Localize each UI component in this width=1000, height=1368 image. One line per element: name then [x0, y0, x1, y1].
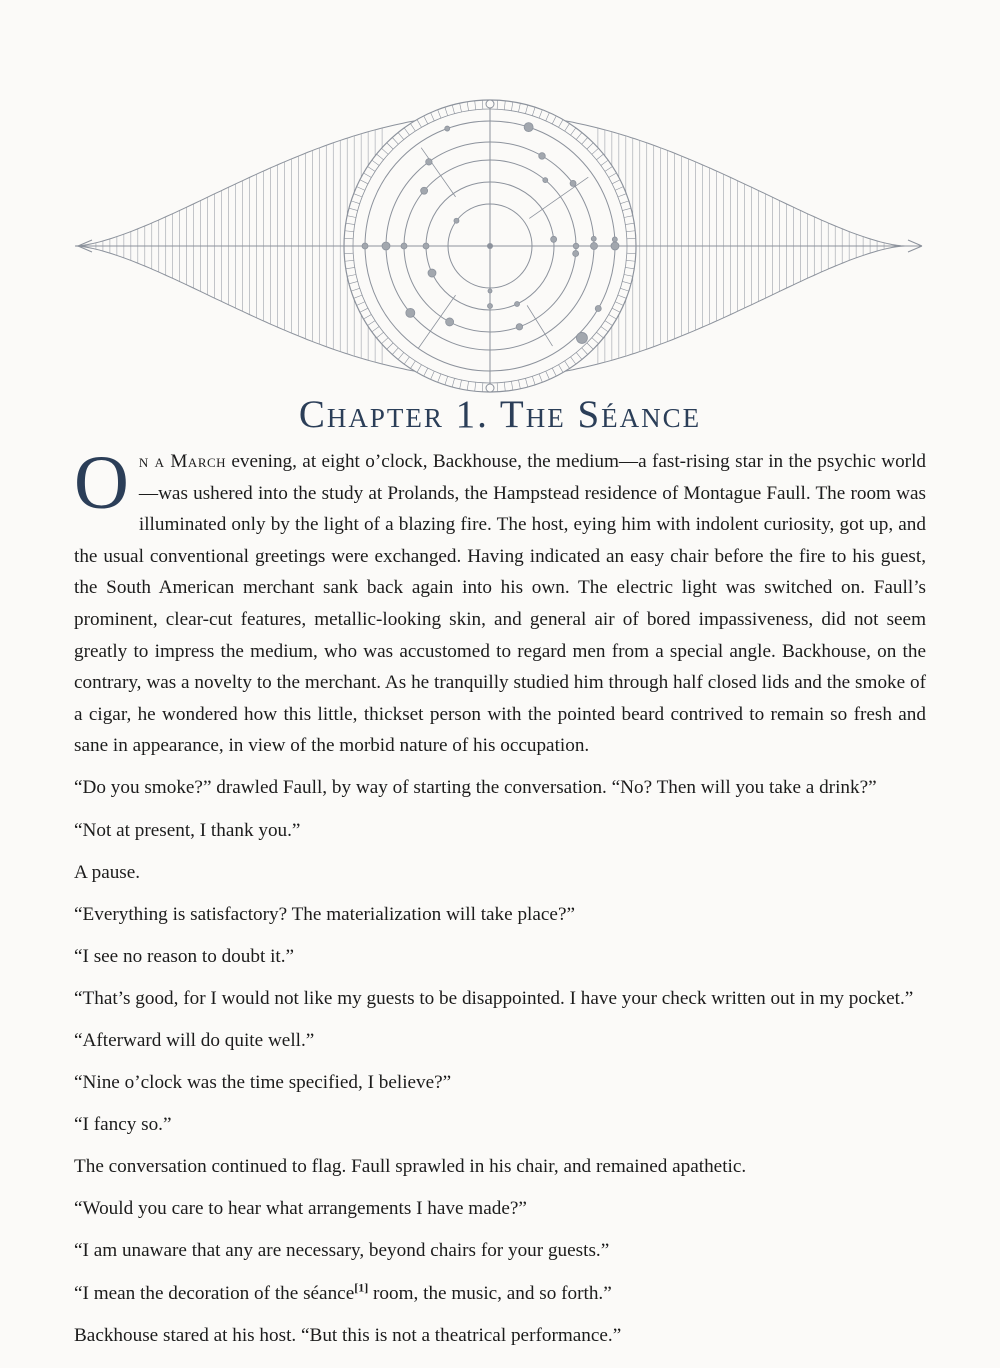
ornament-planet: [539, 153, 546, 160]
chapter-title: Chapter 1. The Séance: [298, 393, 702, 436]
ornament-planet: [612, 237, 617, 242]
opening-paragraph: [74, 441, 926, 762]
paragraph: “That’s good, for I would not like my guests to be disappointed. I have your check written out in my pocket.”: [74, 987, 914, 1009]
paragraph: “I am unaware that any are necessary, beyond chairs for your guests.”: [74, 1240, 610, 1262]
paragraph: “Nine o’clock was the time specified, I believe?”: [74, 1072, 452, 1094]
paragraph: “I see no reason to doubt it.”: [74, 945, 295, 967]
ornament-planet: [488, 289, 492, 293]
ornament-planet: [524, 123, 533, 132]
ornament-center: [487, 243, 493, 249]
chapter-text: [74, 441, 926, 1362]
ornament-planet: [573, 243, 579, 249]
drop-cap: O: [74, 441, 129, 525]
ornament-planet: [423, 243, 429, 249]
ornament-planet: [595, 306, 601, 312]
paragraph: “I fancy so.”: [74, 1114, 172, 1136]
ornament-planet: [570, 180, 576, 186]
ornament-planet: [406, 308, 415, 317]
paragraph: “Would you care to hear what arrangements I have made?”: [74, 1198, 527, 1220]
ornament-planet: [421, 187, 428, 194]
paragraph: The conversation continued to flag. Faull sprawled in his chair, and remained apathetic.: [74, 1156, 747, 1178]
ornament-planet: [576, 332, 587, 343]
ornament-planet: [515, 302, 520, 307]
ornament-planet: [362, 243, 368, 249]
opening-text: evening, at eight o’clock, Backhouse, the medium—a fast-rising star in the psychic world—was ushered into the study at Prolands, the Hampstead residence of Montague Faull. The room was illuminated only by the light of a blazing fire. The host, eying him with indolent curiosity, got up, and the usual conventional greetings were exchanged. Having indicated an easy chair before the fire to his guest, the South American merchant sank back again into his own. The electric light was switched on. Faull’s prominent, clear-cut features, metallic-looking skin, and general air of bored impassiveness, did not seem greatly to impress the medium, who was accustomed to regard men from a special angle. Backhouse, on the contrary, was a novelty to the merchant. As he tranquilly studied him through half closed lids and the smoke of a cigar, he wondered how this little, thickset person with the pointed beard contrived to remain so fresh and sane in appearance, in view of the morbid nature of his occupation.: [74, 451, 926, 757]
paragraph: “Do you smoke?” drawled Faull, by way of starting the conversation. “No? Then will you take a drink?”: [74, 777, 877, 799]
paragraph: Backhouse stared at his host. “But this is not a theatrical performance.”: [74, 1324, 622, 1346]
footnote-link[interactable]: [1]: [354, 1280, 369, 1295]
ornament-planet: [382, 242, 390, 250]
ornament-planet: [591, 236, 596, 241]
ornament-planet: [516, 324, 522, 330]
ornament-planet: [454, 218, 459, 223]
ornament-planet: [551, 236, 557, 242]
ornament-planet: [591, 243, 598, 250]
ornament-bottom-knob: [486, 384, 494, 392]
opening-lead-in: n a March: [138, 451, 227, 472]
ornament-top-knob: [486, 100, 494, 108]
ornament-planet: [401, 243, 407, 249]
paragraph: A pause.: [74, 861, 141, 883]
ornament-planet: [543, 178, 548, 183]
paragraph: “Everything is satisfactory? The materialization will take place?”: [74, 903, 575, 925]
ornament-planet: [428, 269, 436, 277]
footnote-para-text-after: room, the music, and so forth.”: [368, 1282, 612, 1304]
ornament-planet: [426, 159, 432, 165]
celestial-orrery-ornament: [70, 98, 930, 394]
paragraph: “Afterward will do quite well.”: [74, 1030, 315, 1051]
ornament-planet: [611, 242, 619, 250]
ornament-planet: [573, 250, 579, 256]
paragraph-with-footnote: [74, 1278, 926, 1310]
footnote-para-text-before: “I mean the decoration of the séance: [74, 1282, 355, 1304]
ornament-planet: [488, 304, 493, 309]
ornament-planet: [446, 318, 454, 326]
ornament-planet: [445, 126, 450, 131]
paragraph: “Not at present, I thank you.”: [74, 819, 301, 841]
